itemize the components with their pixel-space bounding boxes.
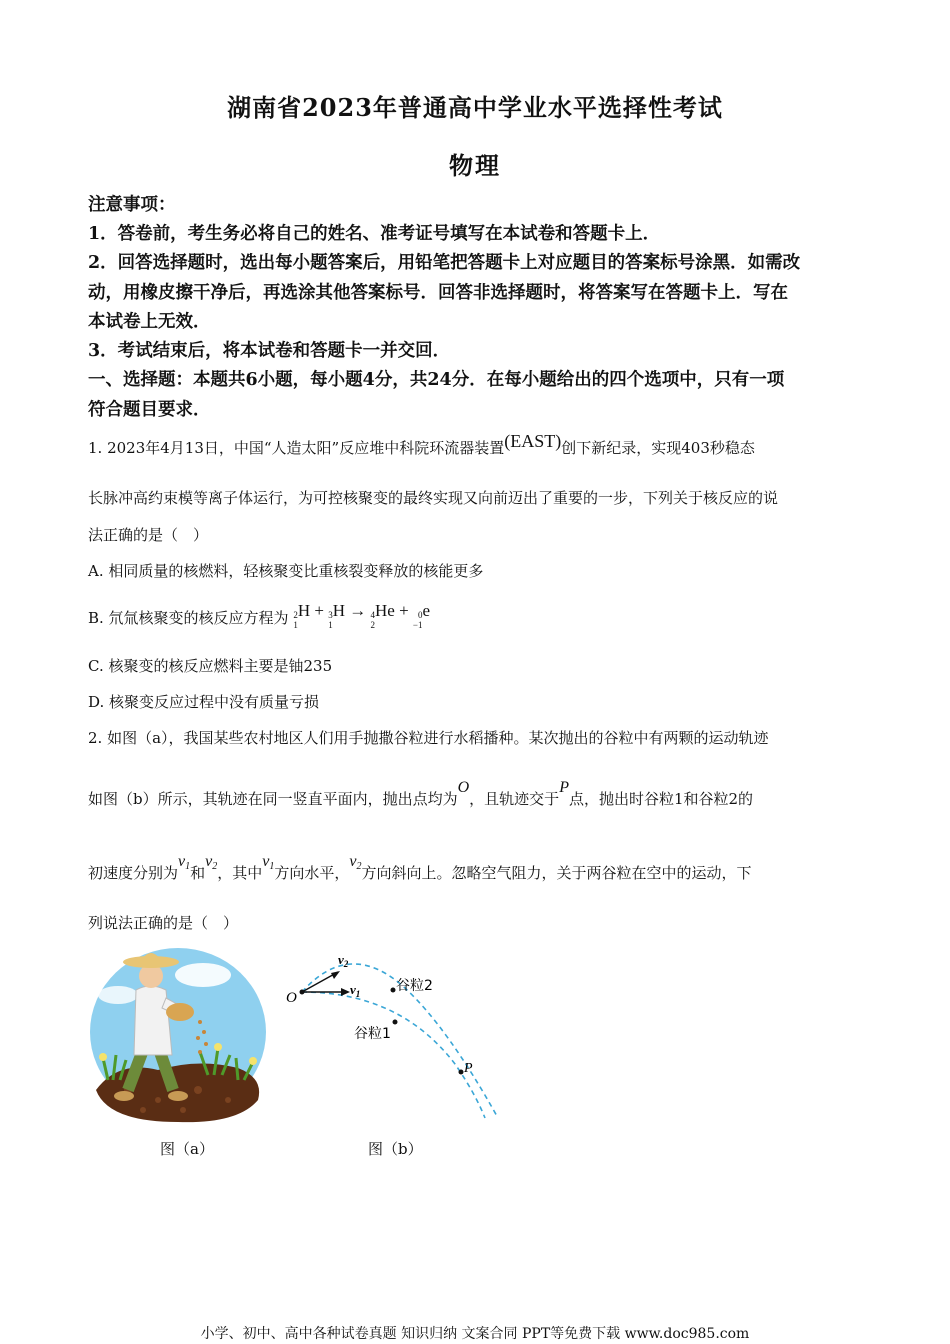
q1-line-3: 法正确的是（ ）	[88, 526, 209, 544]
figure-b-caption: 图（b）	[368, 1140, 423, 1158]
q1-option-c: C. 核聚变的核反应燃料主要是铀235	[88, 657, 333, 675]
exam-subject: 物理	[449, 151, 501, 180]
q1-line-1-b: 创下新纪录，实现403秒稳态	[561, 439, 755, 457]
label-o: O	[286, 990, 297, 1006]
notice-line-5: 3．考试结束后，将本试卷和答题卡一并交回．	[88, 341, 451, 361]
symbol-p: P	[559, 779, 569, 796]
nuclear-equation: 2 1 H + 3 1 H → 4 2 He + 0 −1 e	[293, 601, 431, 630]
section1-heading-1: 一、选择题：本题共6小题，每小题4分，共24分．在每小题给出的四个选项中，只有一项	[88, 370, 785, 390]
q2-line-3: 初速度分别为$v_1$和$v_2$，其中$v_1$方向水平，$v_2$方向斜向上。忽略空气阻力，关于两谷粒在空中的运动，下	[88, 853, 752, 882]
exam-title: 湖南省2023年普通高中学业水平选择性考试	[227, 93, 723, 122]
label-v2: $v_2$	[338, 952, 349, 969]
symbol-v2: $v_2$	[205, 853, 218, 872]
q2-line-4: 列说法正确的是（ ）	[88, 914, 239, 932]
trajectory-grain-1	[302, 992, 485, 1118]
q1-east: (EAST)	[504, 431, 562, 451]
q1-option-a: A. 相同质量的核燃料，轻核聚变比重核裂变释放的核能更多	[88, 562, 484, 580]
q2-line-2: 如图（b）所示，其轨迹在同一竖直平面内，抛出点均为O，且轨迹交于P点，抛出时谷粒1和谷粒2的	[88, 779, 754, 808]
label-grain-1: 谷粒1	[354, 1026, 391, 1042]
q1-option-b	[88, 601, 431, 637]
page-footer: 小学、初中、高中各种试卷真题 知识归纳 文案合同 PPT等免费下载 www.doc985.com	[200, 1326, 750, 1342]
notice-line-2: 2．回答选择题时，选出每小题答案后，用铅笔把答题卡上对应题目的答案标号涂黑．如需改	[88, 253, 801, 273]
figure-a-farmer-illustration	[88, 940, 268, 1130]
label-grain-2: 谷粒2	[396, 978, 433, 994]
symbol-v1-b: $v_1$	[262, 853, 275, 872]
q1-option-b-prefix: B. 氘氚核聚变的核反应方程为	[88, 609, 289, 627]
notice-heading: 注意事项：	[88, 195, 176, 215]
label-v1: $v_1$	[350, 982, 361, 999]
notice-line-1: 1．答卷前，考生务必将自己的姓名、准考证号填写在本试卷和答题卡上．	[88, 224, 661, 244]
symbol-o: O	[457, 779, 470, 796]
figure-a-caption: 图（a）	[160, 1140, 214, 1158]
notice-line-4: 本试卷上无效．	[88, 312, 211, 332]
q2-line-1: 2. 如图（a），我国某些农村地区人们用手抛撒谷粒进行水稻播种。某次抛出的谷粒中有两颗的运动轨迹	[88, 729, 769, 747]
notice-line-3: 动，用橡皮擦干净后，再选涂其他答案标号．回答非选择题时，将答案写在答题卡上．写在	[88, 283, 788, 303]
q1-line-1-a: 1. 2023年4月13日，中国“人造太阳”反应堆中科院环流器装置	[88, 439, 505, 457]
section1-heading-2: 符合题目要求．	[88, 400, 211, 420]
q1-option-d: D. 核聚变反应过程中没有质量亏损	[88, 693, 320, 711]
q1-line-2: 长脉冲高约束模等离子体运行，为可控核聚变的最终实现又向前迈出了重要的一步，下列关于核反应的说	[88, 489, 779, 507]
figure-b-trajectory-diagram	[280, 948, 510, 1128]
symbol-v2-b: $v_2$	[349, 853, 362, 872]
symbol-v1: $v_1$	[178, 853, 191, 872]
q1-line-1	[88, 431, 755, 458]
label-p: P	[464, 1061, 473, 1076]
